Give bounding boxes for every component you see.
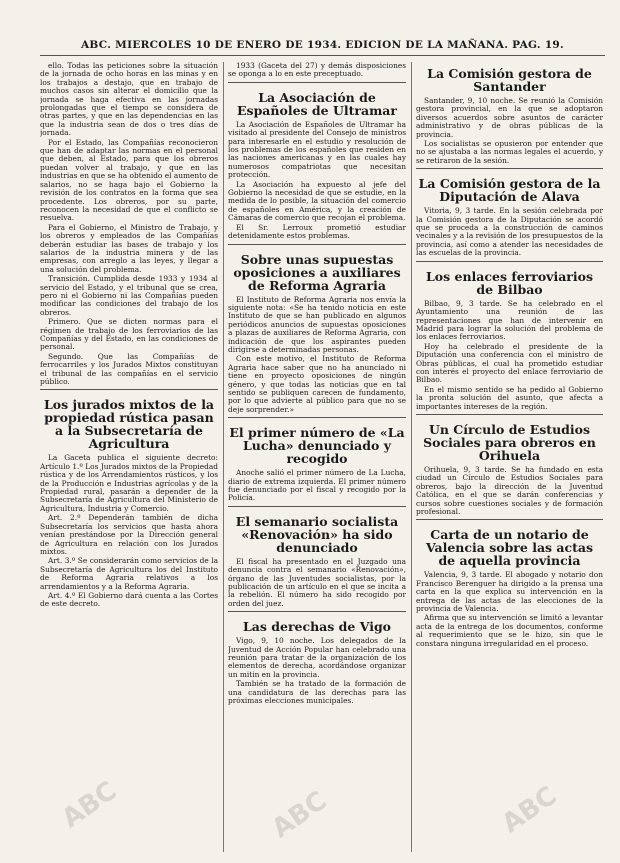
article [416, 519, 603, 648]
article [40, 389, 218, 608]
article [416, 168, 603, 257]
article [228, 82, 406, 241]
article-headline: Los jurados mixtos de la propiedad rústica pasan a la Subsecretaría de Agricultura [43, 397, 215, 452]
article-paragraph: En el mismo sentido se ha pedido al Gobierno la pronta solución del asunto, que afecta a importantes intereses de la región. [416, 384, 603, 411]
article-paragraph: La Asociación de Españoles de Ultramar ha visitado al presidente del Consejo de ministros para interesarle en el estudio y resolución de los problemas de los españoles que residen en las naciones americanas y en las cuales hay numerosos compatriotas que necesitan protección. [228, 119, 406, 180]
article-paragraph: Vitoria, 9, 3 tarde. En la sesión celebrada por la Comisión gestora de la Diputación se acordó que se proceda a la construcción de caminos vecinales y a la revisión de los presupuestos de la provincia, así como a atender las necesidades de las escuelas de la provincia. [416, 206, 603, 258]
article-paragraph: Hoy ha celebrado el presidente de la Diputación una conferencia con el ministro de Obras públicas, el cual ha prometido estudiar con interés el proyecto del enlace ferroviario de Bilbao. [416, 341, 603, 385]
article [228, 244, 406, 415]
column-rule [411, 62, 412, 852]
article-paragraph: El fiscal ha presentado en el Juzgado una denuncia contra el semanario «Renovación», órgano de las Juventudes socialistas, por la publicación de un artículo en el que se incita a la rebelión. El número ha sido recogido por orden del juez. [228, 556, 406, 608]
article [416, 414, 603, 516]
watermark-logo: ABC [266, 785, 333, 845]
article-paragraph: Orihuela, 9, 3 tarde. Se ha fundado en esta ciudad un Círculo de Estudios Sociales para obreros, bajo la dirección de la Juventud Católica, en el que se darán conferencias y cursos sobre cuestiones sociales y de formación profesional. [416, 464, 603, 516]
article-headline: La Comisión gestora de Santander [427, 66, 592, 94]
newspaper-page [40, 36, 605, 856]
article-paragraph: El Sr. Lerroux prometió estudiar detenidamente estos problemas. [228, 222, 406, 241]
article-paragraph: El Instituto de Reforma Agraria nos envía la siguiente nota: «Se ha tenido noticia en este Instituto de que se han publicado en algunos periódicos anuncios de supuestas oposiciones a plazas de auxiliares de Reforma Agraria, con indicación de que los aspirantes pueden dirigirse a determinadas personas. [228, 294, 406, 354]
column-3 [416, 62, 603, 852]
article-headline: Carta de un notario de Valencia sobre las actas de aquella provincia [425, 527, 594, 569]
article-paragraph: Segundo. Que las Compañías de ferrocarriles y los Jurados Mixtos constituyan el tribunal de las compañías en el servicio público. [40, 351, 218, 387]
article-headline: Sobre unas supuestas oposiciones a auxiliares de Reforma Agraria [233, 251, 401, 293]
article-headline: El semanario socialista «Renovación» ha sido denunciado [235, 513, 399, 555]
article-paragraph: Para el Gobierno, el Ministro de Trabajo, y los obreros y empleados de las Compañías deberán estudiar las bases de trabajo y los salarios de la industria minera y de las empresas, con arreglo a las leyes, y llegar a una solución del problema. [40, 222, 218, 274]
article-paragraph: Anoche salió el primer número de La Lucha, diario de extrema izquierda. El primer número fue denunciado por el fiscal y recogido por la Policía. [228, 468, 406, 503]
article-paragraph: Por el Estado, las Compañías reconocieron que han de adaptar las normas en el personal que deben, al Estado, para que los obreros puedan volver al trabajo, y que en las industrias en que se ha obtenido el aumento de salarios, no se haga bajo el Gobierno la revisión de los contratos en la forma que sea procedente. Los obreros, por su parte, reconocen la necesidad de que el conflicto se resuelva. [40, 137, 218, 223]
article-headline: La Comisión gestora de la Diputación de Alava [418, 176, 601, 205]
article-paragraph: Art. 3.º Se considerarán como servicios de la Subsecretaría de Agricultura los del Instituto de Reforma Agraria relativos a los arrendamientos y a la Reforma Agraria. [40, 556, 218, 591]
article-paragraph: Santander, 9, 10 noche. Se reunió la Comisión gestora provincial, en la que se adoptaron diversos acuerdos sobre asuntos de carácter administrativo y de obras públicas de la provincia. [416, 96, 603, 139]
article-paragraph: Art. 2.º Dependerán también de dicha Subsecretaría los servicios que hasta ahora venían prestándose por la Dirección general de Agricultura en relación con los Jurados mixtos. [40, 513, 218, 556]
article-paragraph: Bilbao, 9, 3 tarde. Se ha celebrado en el Ayuntamiento una reunión de las representaciones que han de intervenir en Madrid para lograr la solución del problema de los enlaces ferroviarios. [416, 298, 603, 342]
article-headline: Los enlaces ferroviarios de Bilbao [425, 268, 594, 297]
column-rule [223, 62, 224, 852]
article-paragraph: Afirma que su intervención se limitó a levantar acta de la entrega de los documentos, conforme al requerimiento que se le hizo, sin que le constara ninguna irregularidad en el proceso. [416, 613, 603, 648]
article-paragraph: Con este motivo, el Instituto de Reforma Agraria hace saber que no ha anunciado ni tiene en proyecto oposiciones de ningún género, y que todas las noticias que en tal sentido se publiquen carecen de fundamento, por lo que advierte al público para que no se deje sorprender.» [228, 354, 406, 414]
article [40, 62, 218, 386]
article-paragraph: También se ha tratado de la formación de una candidatura de las derechas para las próximas elecciones municipales. [228, 679, 406, 706]
article [228, 417, 406, 503]
article-headline: El primer número de «La Lucha» denunciado y recogido [229, 425, 405, 467]
article-headline: Un Círculo de Estudios Sociales para obreros en Orihuela [423, 421, 596, 463]
article [416, 67, 603, 165]
page-header: ABC. MIERCOLES 10 DE ENERO DE 1934. EDICION DE LA MAÑANA. PAG. 19. [40, 36, 605, 56]
article-paragraph: La Gaceta publica el siguiente decreto: Artículo 1.º Los Jurados mixtos de la Propiedad rústica y de los Arrendamientos rústicos, y los de la Producción e Industrias agrícolas y de la Propiedad rural, pasarán a depender de la Subsecretaría de Agricultura del Ministerio de Agricultura, Industria y Comercio. [40, 453, 218, 513]
article-paragraph: Art. 4.º El Gobierno dará cuenta a las Cortes de este decreto. [40, 590, 218, 609]
article-paragraph: Transición. Cumplida desde 1933 y 1934 al servicio del Estado, y el tribunal que se crea, pero ni el Gobierno ni las Compañías pueden modificar las condiciones del trabajo de los obreros. [40, 274, 218, 317]
article [416, 261, 603, 411]
watermark-logo: ABC [496, 780, 563, 840]
watermark-logo: ABC [56, 775, 123, 835]
article-paragraph: Valencia, 9, 3 tarde. El abogado y notario don Francisco Berenguer ha dirigido a la prensa una carta en la que explica su intervención en la entrega de las actas de las elecciones de la provincia de Valencia. [416, 570, 603, 614]
article-paragraph: 1933 (Gaceta del 27) y demás disposiciones se oponga a lo en este preceptuado. [228, 62, 406, 79]
article-paragraph: ello. Todas las peticiones sobre la situación de la jornada de ocho horas en las minas y en los trabajos a destajo, que en trabajo de muchos casos sin alterar el domicilio que la jornada se haga efectiva en las jornadas prolongadas que el tiempo se considera de otras partes, y que en las dependencias en las que la industria sean de dos o tres días de jornada. [40, 62, 218, 138]
article [228, 611, 406, 705]
article-headline: La Asociación de Españoles de Ultramar [237, 89, 397, 118]
article-paragraph: Los socialistas se opusieron por entender que no se ajustaba a las normas legales el acuerdo, y se retiraron de la sesión. [416, 139, 603, 165]
article-paragraph: La Asociación ha expuesto al jefe del Gobierno la necesidad de que se estudie, en la medida de lo posible, la situación del comercio de españoles en América, y la creación de Cámaras de comercio que recojan el problema. [228, 179, 406, 223]
article-paragraph: Primero. Que se dicten normas para el régimen de trabajo de los ferroviarios de las Compañías y del Estado, en las condiciones de personal. [40, 317, 218, 352]
article-paragraph: Vigo, 9, 10 noche. Los delegados de la Juventud de Acción Popular han celebrado una reunión para tratar de la organización de los elementos de derecha, acordándose organizar un mitin en la provincia. [228, 636, 406, 679]
column-2 [228, 62, 406, 852]
article-headline: Las derechas de Vigo [242, 619, 392, 635]
article [228, 506, 406, 608]
article [228, 62, 406, 79]
column-1 [40, 62, 218, 852]
